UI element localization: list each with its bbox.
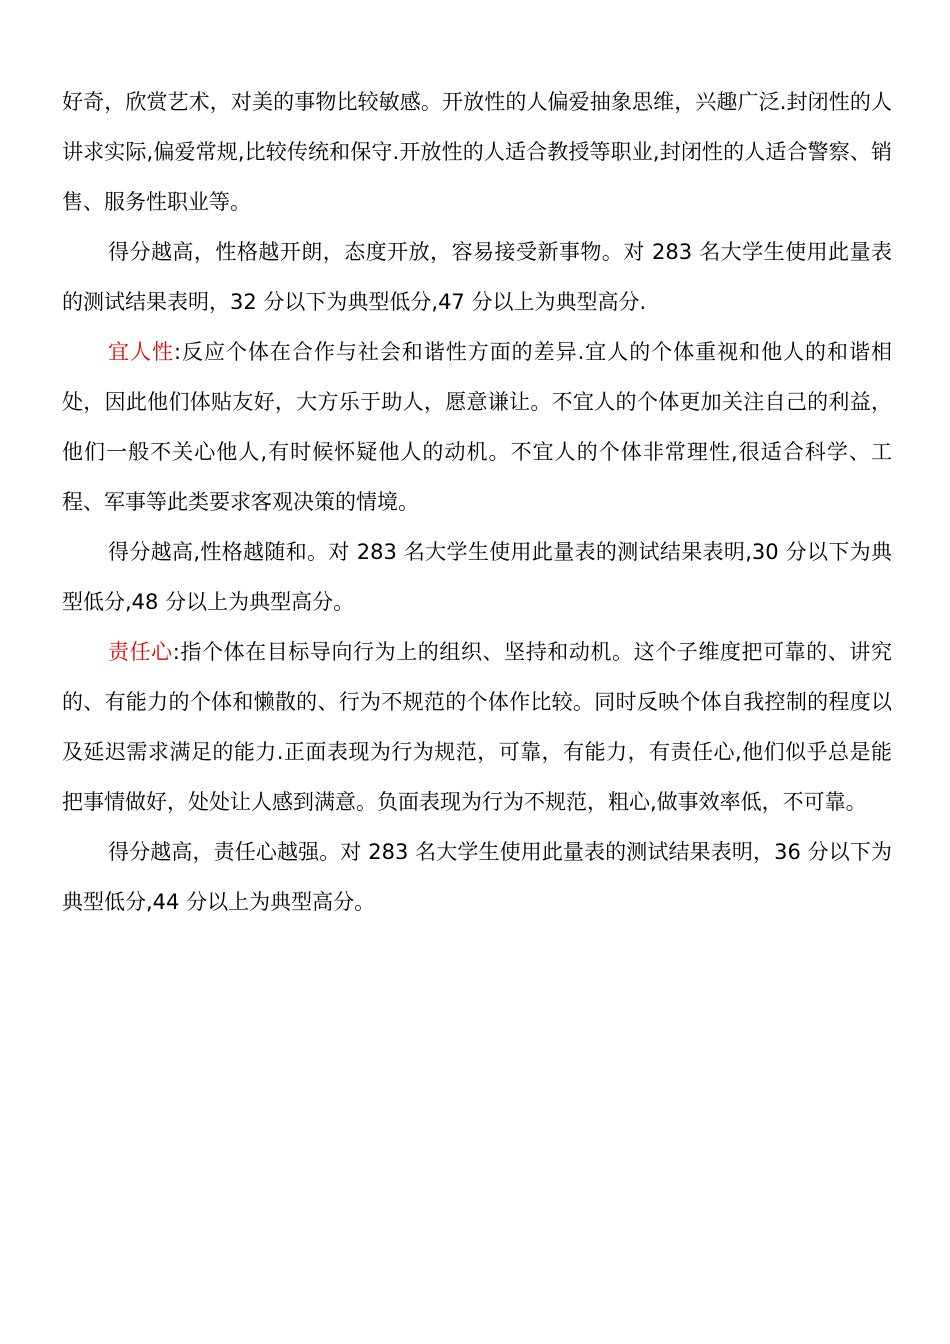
paragraph-text: 得分越高，性格越开朗，态度开放，容易接受新事物。对 283 名大学生使用此量表的测试结果表明，32 分以下为典型低分,47 分以上为典型高分. (62, 240, 892, 314)
paragraph-agreeableness-scoring (62, 527, 892, 627)
paragraph-openness-scoring (62, 227, 892, 327)
paragraph-text: 得分越高，责任心越强。对 283 名大学生使用此量表的测试结果表明，36 分以下为典型低分,44 分以上为典型高分。 (62, 840, 892, 914)
term-agreeableness: 宜人性 (108, 340, 174, 364)
paragraph-text: :反应个体在合作与社会和谐性方面的差异.宜人的个体重视和他人的和谐相处，因此他们体贴友好，大方乐于助人，愿意谦让。不宜人的个体更加关注自己的利益，他们一般不关心他人,有时候怀疑他人的动机。不宜人的个体非常理性,很适合科学、工程、军事等此类要求客观决策的情境。 (62, 340, 892, 514)
paragraph-text: 好奇，欣赏艺术，对美的事物比较敏感。开放性的人偏爱抽象思维，兴趣广泛.封闭性的人讲求实际,偏爱常规,比较传统和保守.开放性的人适合教授等职业,封闭性的人适合警察、销售、服务性职业等。 (62, 90, 892, 214)
paragraph-conscientiousness-description (62, 627, 892, 827)
term-conscientiousness: 责任心 (108, 640, 173, 664)
paragraph-agreeableness-description (62, 327, 892, 527)
document-body (62, 77, 892, 927)
paragraph-text: :指个体在目标导向行为上的组织、坚持和动机。这个子维度把可靠的、讲究的、有能力的个体和懒散的、行为不规范的个体作比较。同时反映个体自我控制的程度以及延迟需求满足的能力.正面表现为行为规范，可靠，有能力，有责任心,他们似乎总是能把事情做好，处处让人感到满意。负面表现为行为不规范，粗心,做事效率低，不可靠。 (62, 640, 893, 814)
paragraph-conscientiousness-scoring (62, 827, 892, 927)
paragraph-text: 得分越高,性格越随和。对 283 名大学生使用此量表的测试结果表明,30 分以下为典型低分,48 分以上为典型高分。 (62, 540, 892, 614)
paragraph-openness-description (62, 77, 892, 227)
